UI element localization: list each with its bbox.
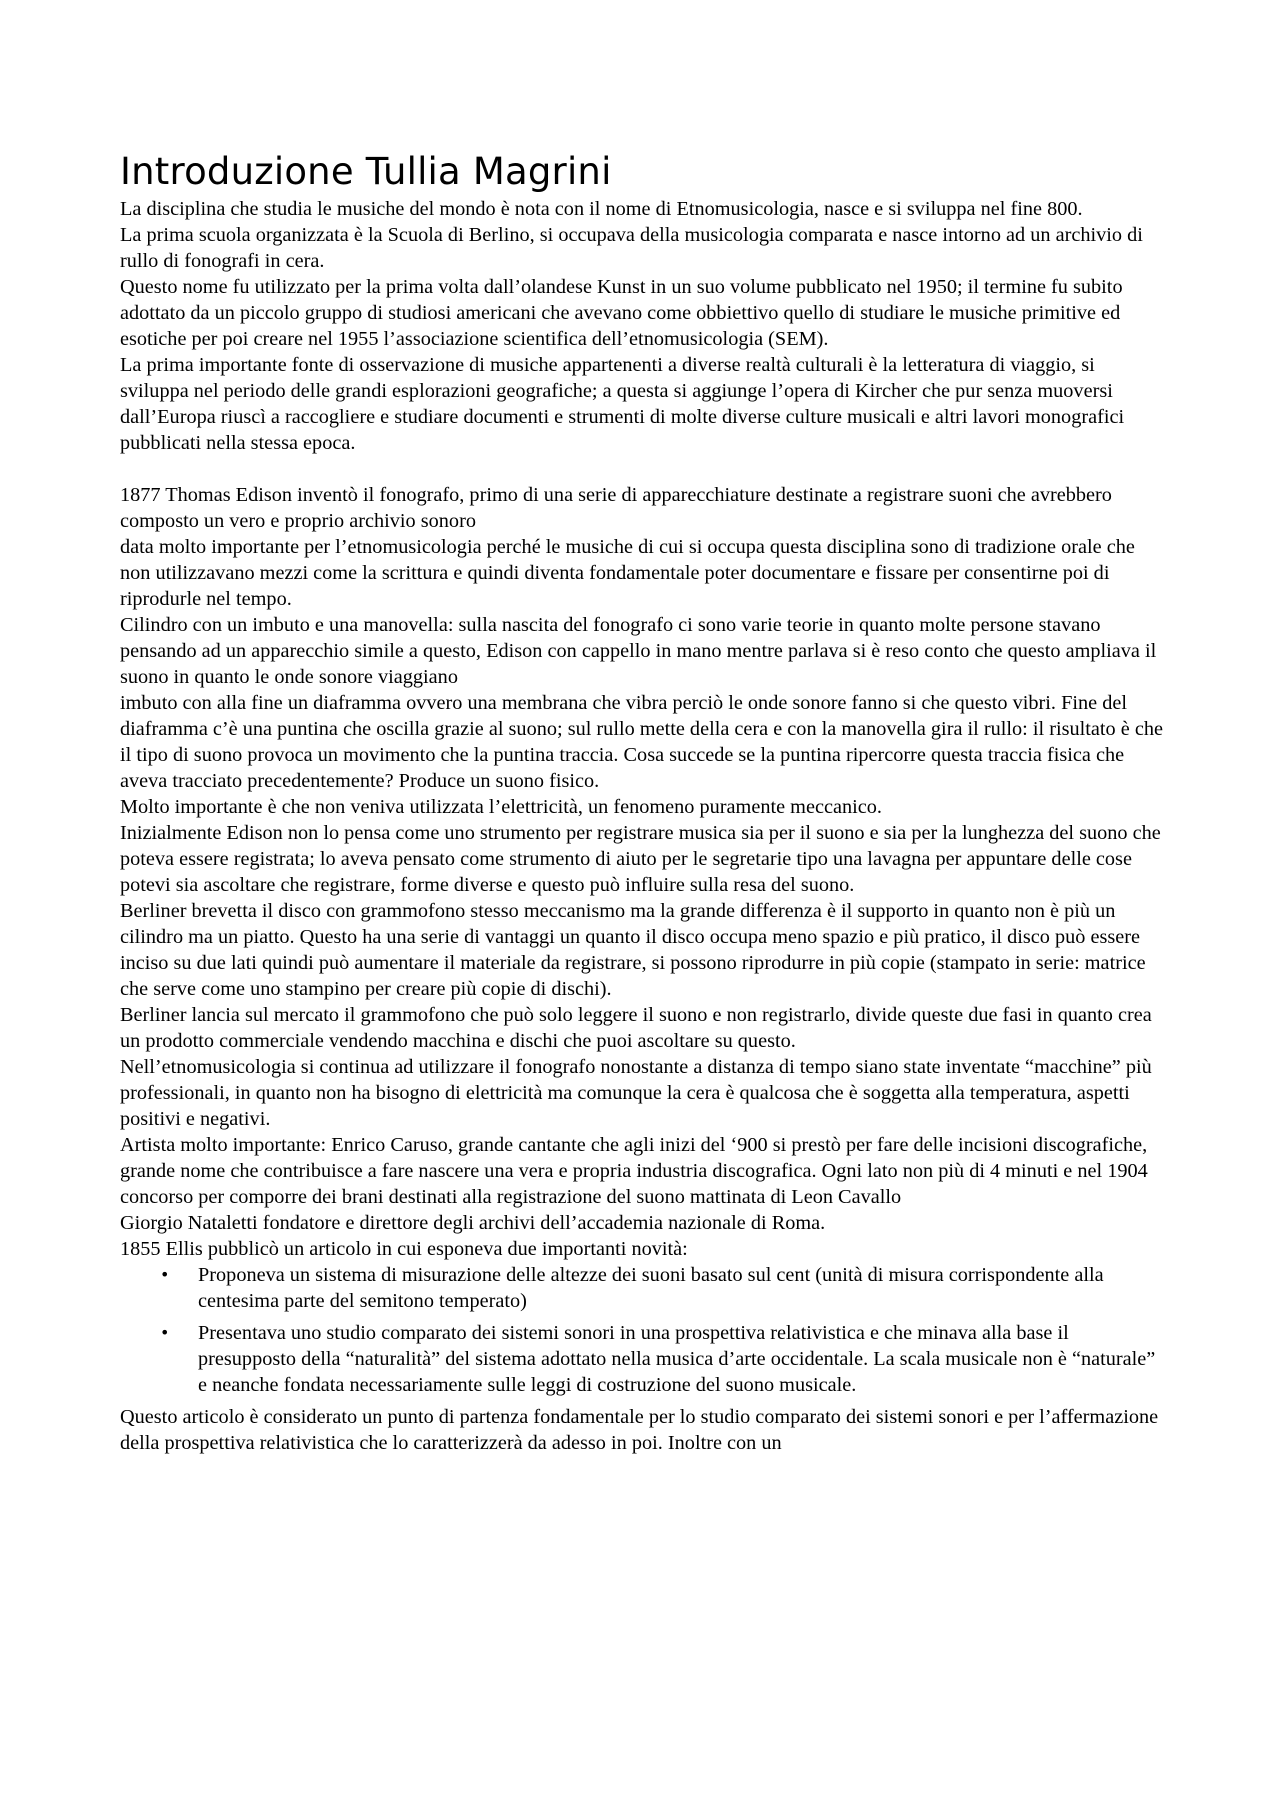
list-item-text: Proponeva un sistema di misurazione delle altezze dei suoni basato sul cent (unità di misura corrispondente alla centesima parte del semitono temperato) <box>198 1264 1104 1312</box>
paragraph-ellis: 1855 Ellis pubblicò un articolo in cui esponeva due importanti novità: <box>120 1238 688 1260</box>
paragraph-berliner-market: Berliner lancia sul mercato il grammofono che può solo leggere il suono e non registrarlo, divide queste due fasi in quanto crea un prodotto commerciale vendendo macchina e dischi che puoi ascoltare su questo. <box>120 1004 1152 1052</box>
paragraph-nataletti: Giorgio Nataletti fondatore e direttore degli archivi dell’accademia nazionale di Roma. <box>120 1212 826 1234</box>
paragraph-edison-secretaries: Inizialmente Edison non lo pensa come uno strumento per registrare musica sia per il suono e sia per la lunghezza del suono che poteva essere registrata; lo aveva pensato come strumento di aiuto per le segretarie tipo una lavagna per appuntare delle cose potevi sia ascoltare che registrare, forme diverse e questo può influire sulla resa del suono. <box>120 822 1161 896</box>
paragraph-berliner-disc: Berliner brevetta il disco con grammofono stesso meccanismo ma la grande differenza è il supporto in quanto non è più un cilindro ma un piatto. Questo ha una serie di vantaggi un quanto il disco occupa meno spazio e più pratico, il disco può essere inciso su due lati quindi può aumentare il materiale da registrare, si possono riprodurre in più copie (stampato in serie: matrice che serve come uno stampino per creare più copie di dischi). <box>120 900 1146 1000</box>
list-item <box>120 1320 1165 1398</box>
blank-line <box>120 456 1165 482</box>
paragraph-edison-phonograph: 1877 Thomas Edison inventò il fonografo, primo di una serie di apparecchiature destinate a registrare suoni che avrebbero composto un vero e proprio archivio sonoro <box>120 484 1112 532</box>
bullet-icon: • <box>160 1265 170 1284</box>
paragraph-oral-tradition: data molto importante per l’etnomusicologia perché le musiche di cui si occupa questa disciplina sono di tradizione orale che non utilizzavano mezzi come la scrittura e quindi diventa fondamentale poter documentare e fissare per consentirne poi di riprodurle nel tempo. <box>120 536 1135 610</box>
paragraph-ethnomusicology-phonograph: Nell’etnomusicologia si continua ad utilizzare il fonografo nonostante a distanza di tempo siano state inventate “macchine” più professionali, in quanto non ha bisogno di elettricità ma comunque la cera è qualcosa che è soggetta alla temperatura, aspetti positivi e negativi. <box>120 1056 1152 1130</box>
paragraph-diaphragm: imbuto con alla fine un diaframma ovvero una membrana che vibra perciò le onde sonore fanno si che questo vibri. Fine del diaframma c’è una puntina che oscilla grazie al suono; sul rullo mette della cera e con la manovella gira il rullo: il risultato è che il tipo di suono provoca un movimento che la puntina traccia. Cosa succede se la puntina ripercorre questa traccia fisica che aveva tracciato precedentemente? Produce un suono fisico. <box>120 692 1163 792</box>
document-body <box>120 150 1165 1456</box>
paragraph-kunst-name: Questo nome fu utilizzato per la prima volta dall’olandese Kunst in un suo volume pubblicato nel 1950; il termine fu subito adottato da un piccolo gruppo di studiosi americani che avevano come obbiettivo quello di studiare le musiche primitive ed esotiche per poi creare nel 1955 l’associazione scientifica dell’etnomusicologia (SEM). <box>120 276 1123 350</box>
list-item-text: Presentava uno studio comparato dei sistemi sonori in una prospettiva relativistica e che minava alla base il presupposto della “naturalità” del sistema adottato nella musica d’arte occidentale. La scala musicale non è “naturale” e neanche fondata necessariamente sulle leggi di costruzione del suono musicale. <box>198 1322 1156 1396</box>
bullet-icon: • <box>160 1323 170 1342</box>
document-title: Introduzione Tullia Magrini <box>120 150 612 193</box>
paragraph-no-electricity: Molto importante è che non veniva utilizzata l’elettricità, un fenomeno puramente meccanico. <box>120 796 882 818</box>
list-item <box>120 1262 1165 1314</box>
paragraph-travel-literature: La prima importante fonte di osservazione di musiche appartenenti a diverse realtà culturali è la letteratura di viaggio, si sviluppa nel periodo delle grandi esplorazioni geografiche; a questa si aggiunge l’opera di Kircher che pur senza muoversi dall’Europa riuscì a raccogliere e studiare documenti e strumenti di molte diverse culture musicali e altri lavori monografici pubblicati nella stessa epoca. <box>120 354 1125 454</box>
bullet-list <box>120 1262 1165 1398</box>
paragraph-cylinder: Cilindro con un imbuto e una manovella: sulla nascita del fonografo ci sono varie teorie in quanto molte persone stavano pensando ad un apparecchio simile a questo, Edison con cappello in mano mentre parlava si è reso conto che questo ampliava il suono in quanto le onde sonore viaggiano <box>120 614 1157 688</box>
paragraph-discipline: La disciplina che studia le musiche del mondo è nota con il nome di Etnomusicologia, nasce e si sviluppa nel fine 800. <box>120 198 1083 220</box>
paragraph-closing: Questo articolo è considerato un punto di partenza fondamentale per lo studio comparato dei sistemi sonori e per l’affermazione della prospettiva relativistica che lo caratterizzerà da adesso in poi. Inoltre con un <box>120 1406 1159 1454</box>
paragraph-caruso: Artista molto importante: Enrico Caruso, grande cantante che agli inizi del ‘900 si prestò per fare delle incisioni discografiche, grande nome che contribuisce a fare nascere una vera e propria industria discografica. Ogni lato non più di 4 minuti e nel 1904 concorso per comporre dei brani destinati alla registrazione del suono mattinata di Leon Cavallo <box>120 1134 1148 1208</box>
paragraph-berlin-school: La prima scuola organizzata è la Scuola di Berlino, si occupava della musicologia comparata e nasce intorno ad un archivio di rullo di fonografi in cera. <box>120 224 1143 272</box>
